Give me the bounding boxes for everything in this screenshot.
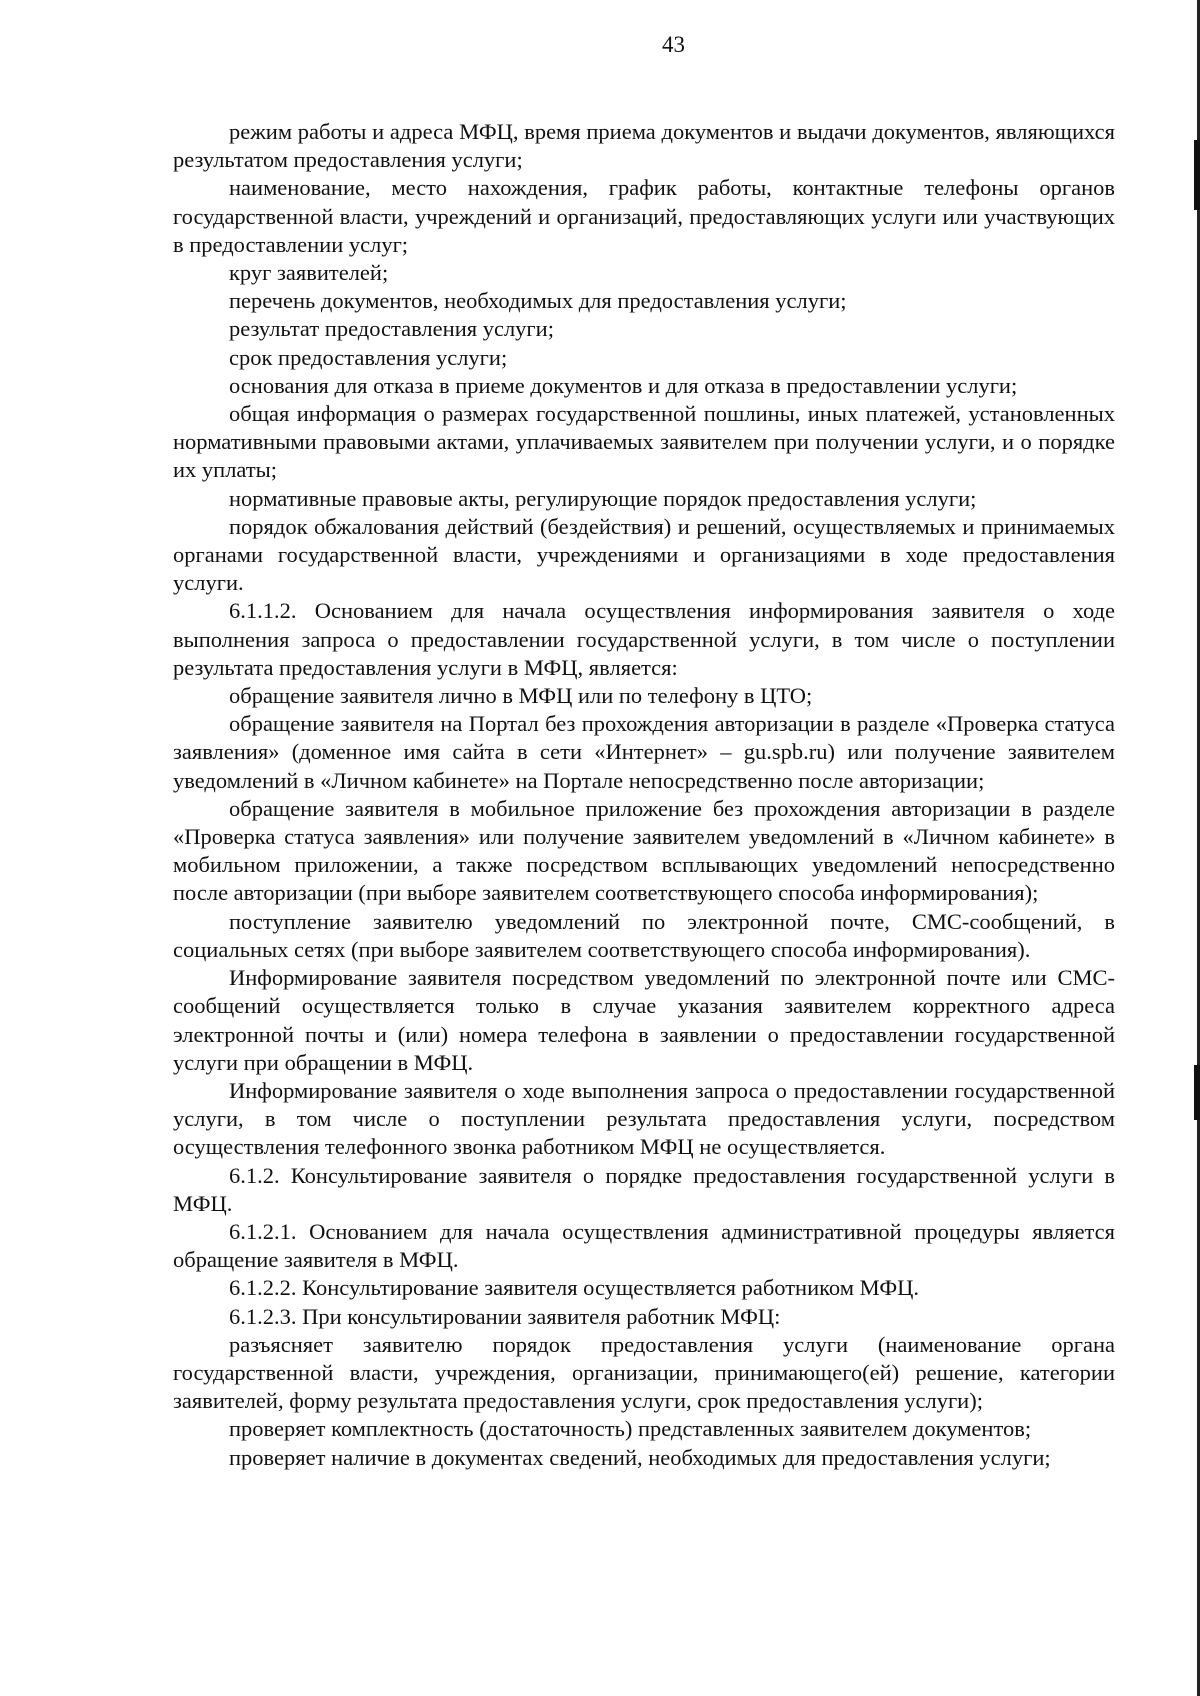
paragraph: поступление заявителю уведомлений по электронной почте, СМС-сообщений, в социальных сетях (при выборе заявителем соответствующего способа информирования). (173, 908, 1115, 962)
paragraph: обращение заявителя в мобильное приложение без прохождения авторизации в разделе «Проверка статуса заявления» или получение заявителем уведомлений в «Личном кабинете» в мобильном приложении, а также посредством всплывающих уведомлений непосредственно после авторизации (при выборе заявителем соответствующего способа информирования); (173, 795, 1115, 906)
paragraph: круг заявителей; (229, 260, 389, 286)
paragraph: общая информация о размерах государственной пошлины, иных платежей, установленных нормативными правовыми актами, уплачиваемых заявителем при получении услуги, и о порядке их уплаты; (173, 401, 1115, 483)
paragraph: 6.1.2. Консультирование заявителя о порядке предоставления государственной услуги в МФЦ. (173, 1162, 1115, 1216)
paragraph: наименование, место нахождения, график работы, контактные телефоны органов государственной власти, учреждений и организаций, предоставляющих услуги или участвующих в предоставлении услуг; (173, 175, 1115, 257)
paragraph: срок предоставления услуги; (229, 344, 508, 370)
paragraph: режим работы и адреса МФЦ, время приема документов и выдачи документов, являющихся результатом предоставления услуги; (173, 119, 1115, 173)
paragraph: проверяет комплектность (достаточность) представленных заявителем документов; (229, 1416, 1032, 1442)
scan-mark (1194, 1065, 1200, 1120)
paragraph: проверяет наличие в документах сведений, необходимых для предоставления услуги; (229, 1444, 1051, 1470)
paragraph: Информирование заявителя о ходе выполнения запроса о предоставлении государственной услуги, в том числе о поступлении результата предоставления услуги, посредством осуществления телефонного звонка работником МФЦ не осуществляется. (173, 1077, 1115, 1160)
paragraph: 6.1.2.1. Основанием для начала осуществления административной процедуры является обращение заявителя в МФЦ. (173, 1218, 1115, 1273)
scan-mark (1194, 140, 1200, 210)
paragraph: обращение заявителя на Портал без прохождения авторизации в разделе «Проверка статуса заявления» (доменное имя сайта в сети «Интернет» – gu.spb.ru) или получение заявителем уведомлений в «Личном кабинете» на Портале непосредственно после авторизации; (173, 711, 1115, 793)
paragraph: результат предоставления услуги; (229, 316, 554, 342)
paragraph: основания для отказа в приеме документов и для отказа в предоставлении услуги; (229, 372, 1018, 398)
page-number: 43 (662, 32, 685, 57)
paragraph: нормативные правовые акты, регулирующие порядок предоставления услуги; (229, 485, 977, 511)
paragraph: обращение заявителя лично в МФЦ или по телефону в ЦТО; (229, 683, 813, 709)
paragraph: 6.1.2.3. При консультировании заявителя работник МФЦ: (229, 1303, 781, 1329)
paragraph: 6.1.1.2. Основанием для начала осуществления информирования заявителя о ходе выполнения запроса о предоставлении государственной услуги, в том числе о поступлении результата предоставления услуги в МФЦ, является: (173, 598, 1115, 680)
paragraph: перечень документов, необходимых для предоставления услуги; (229, 288, 847, 314)
paragraph: Информирование заявителя посредством уведомлений по электронной почте или СМС-сообщений осуществляется только в случае указания заявителем корректного адреса электронной почты и (или) номера телефона в заявлении о предоставлении государственной услуги при обращении в МФЦ. (173, 965, 1115, 1075)
document-body (173, 118, 1115, 1472)
paragraph: 6.1.2.2. Консультирование заявителя осуществляется работником МФЦ. (229, 1275, 919, 1301)
paragraph: разъясняет заявителю порядок предоставления услуги (наименование органа государственной власти, учреждения, организации, принимающего(ей) решение, категории заявителей, форму результата предоставления услуги, срок предоставления услуги); (173, 1331, 1115, 1414)
paragraph: порядок обжалования действий (бездействия) и решений, осуществляемых и принимаемых органами государственной власти, учреждениями и организациями в ходе предоставления услуги. (173, 513, 1115, 596)
